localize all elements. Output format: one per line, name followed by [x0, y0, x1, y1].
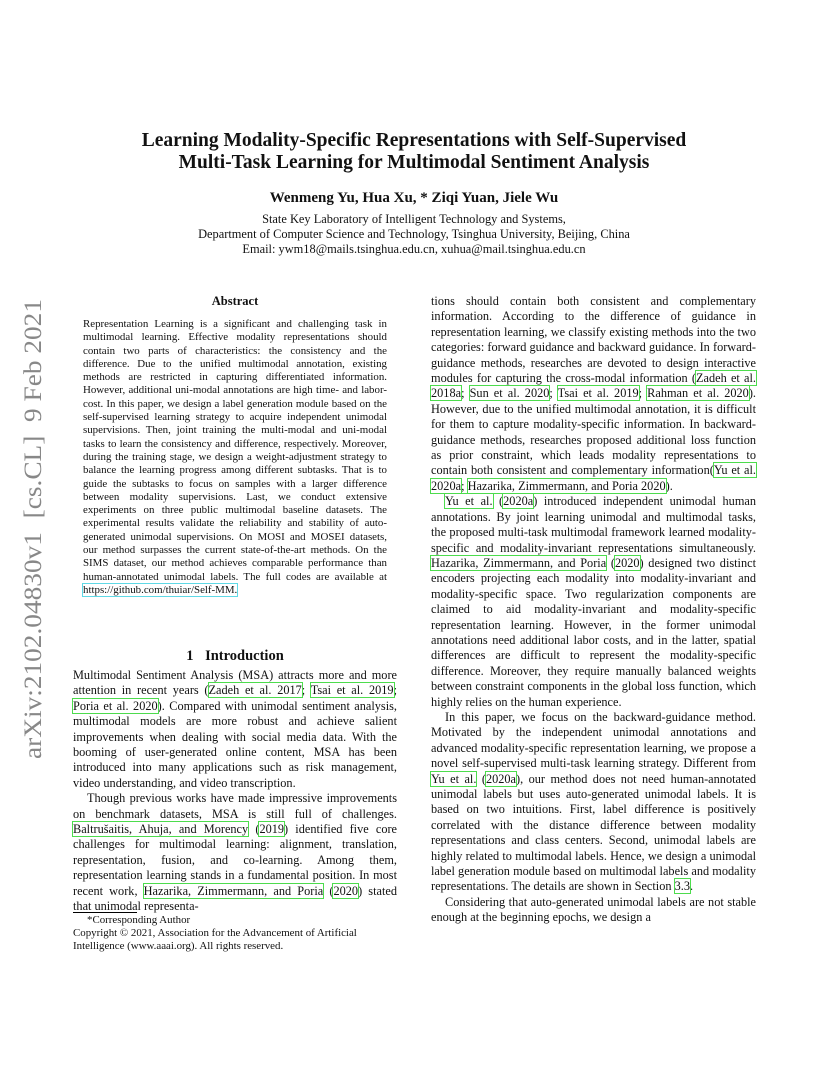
citation-link[interactable]: Rahman et al. 2020 — [647, 386, 749, 401]
citation-link[interactable]: Zadeh et al. 2018a — [431, 371, 756, 401]
text-run: ; — [461, 478, 468, 493]
arxiv-id: arXiv:2102.04830v1 [cs.CL] 9 Feb 2021 — [20, 338, 47, 759]
affiliation-email: Email: ywm18@mails.tsinghua.edu.cn, xuhua@mail.tsinghua.edu.cn — [242, 242, 586, 257]
title-line-1: Learning Modality-Specific Representations with Self-Supervised — [141, 130, 687, 151]
text-run: stated that unimodal representa- — [73, 883, 397, 914]
arxiv-stamp-svg — [14, 298, 46, 760]
text-run: Though previous works have made impressive improvements on benchmark datasets, MSA is still full of challenges. — [73, 791, 397, 821]
text-run: ; — [549, 386, 558, 401]
intro-paragraph-2: Though previous works have made impressive improvements on benchmark datasets, MSA is still full of challenges. Baltrušaitis, Ahuja, and Morency (2019) identified five core challenges for multimodal learning: alignment, translation, representation, fusion, and co-learning. Among them, representation learning stands in a fundamental position. In most recent work, Hazarika, Zimmermann, and Poria (2020) stated that unimodal representa- — [73, 791, 398, 914]
citation-link[interactable]: Yu et al. 2020a — [431, 463, 756, 493]
citation-link[interactable]: 2019 — [259, 822, 285, 837]
text-run: Multimodal Sentiment Analysis (MSA) attracts more and more attention in recent years ( — [73, 668, 397, 698]
citation-link[interactable]: Yu et al. — [431, 771, 477, 786]
text-run: introduced independent unimodal human annotations. By joint learning unimodal and multimodal tasks, the proposed multi-task multimodal framework learned modality-specific and modality-invariant representations simultaneously. — [431, 494, 757, 555]
paper-title — [0, 130, 828, 174]
citation-link[interactable]: 2020a — [503, 494, 534, 509]
footnote-rule — [73, 912, 137, 913]
right-paragraph-1 — [431, 294, 756, 494]
abstract-text: Representation Learning is a significant and challenging task in multimodal learning. Effective modality representations should contain two parts of characteristics: the consistency and the difference. Due to the unified multimodal annotation, existing methods are restricted in capturing differentiated information. However, additional uni-modal annotations are high time- and labor-cost. In this paper, we design a label generation module based on the self-supervised learning strategy to acquire independent unimodal supervisions. Then, joint training the multi-modal and uni-modal tasks to learn the consistency and difference, respectively. Moreover, during the training stage, we design a weight-adjustment strategy to balance the learning progress among different subtasks. That is to guide the subtasks to focus on samples with a larger difference between modality supervisions. Last, we conduct extensive experiments on three public multimodal baseline datasets. The experimental results validate the reliability and stability of auto-generated unimodal supervisions. On MOSI and MOSEI datasets, our method surpasses the current state-of-the-art methods. On the SIMS dataset, our method achieves comparable performance than human-annotated unimodal labels. The full codes are available at — [83, 318, 387, 583]
text-run: identified five core challenges for multimodal learning: alignment, translation, representation, fusion, and co-learning. Among them, representation learning stands in a fundamental position. In most recent work, — [73, 822, 398, 898]
copyright-notice: Copyright © 2021, Association for the Advancement of Artificial Intelligence (www.aaai.org). All rights reserved. — [73, 927, 357, 952]
text-run: In this paper, we focus on the backward-guidance method. Motivated by the independent unimodal annotations and advanced modality-specific representation learning, we propose a novel self-supervised multi-task learning strategy. Different from — [431, 709, 756, 771]
text-run: , our method does not need human-annotated unimodal labels but uses auto-generated unimodal labels. It is based on two intuitions. First, label difference is positively correlated with the distance difference between modality representations and class centers. Second, unimodal labels are highly related to multimodal labels. Hence, we design a unimodal label generation module based on multimodal labels and modality representations. The details are shown in Section — [431, 771, 756, 894]
citation-link[interactable]: Tsai et al. 2019 — [557, 386, 639, 401]
section-reference-link[interactable]: 3.3 — [674, 879, 690, 894]
arxiv-stamp — [14, 298, 46, 760]
footnote-corresponding: *Corresponding Author — [87, 914, 191, 926]
citation-link[interactable]: Baltrušaitis, Ahuja, and Morency — [73, 822, 249, 837]
footnote — [73, 914, 397, 953]
citation-link[interactable]: 2020a — [485, 771, 516, 786]
section-heading: 1 Introduction — [186, 648, 284, 664]
affiliation-lab: State Key Laboratory of Intelligent Technology and Systems, — [262, 212, 566, 226]
code-link[interactable]: https://github.com/thuiar/Self-MM. — [83, 583, 238, 596]
text-run: ). Compared with unimodal sentiment analysis, multimodal models are more robust and achieve salient improvements when dealing with social media data. With the booming of user-generated online content, MSA has been introduced into many applications such as risk management, video understanding, and video transcription. — [73, 698, 397, 790]
text-run: . — [689, 879, 694, 894]
citation-link[interactable]: 2020 — [614, 555, 640, 570]
right-paragraph-4: Considering that auto-generated unimodal labels are not stable enough at the beginning epochs, we design a — [431, 894, 756, 925]
citation-link[interactable]: Hazarika, Zimmermann, and Poria — [143, 883, 324, 898]
author-list: Wenmeng Yu, Hua Xu, * Ziqi Yuan, Jiele Wu — [269, 190, 559, 206]
right-column — [431, 294, 756, 926]
text-run: designed two distinct encoders projecting each modality into modality-invariant and modality-specific space. Two regularization components are claimed to aid modality-invariant and modality-specific representation learning. However, in the former unimodal annotations need additional labor costs, and in the latter, spatial differences are difficult to represent the modality-specific difference. Moreover, they require manually balanced weights between constraint components in the global loss function, which highly relies on the human experience. — [431, 555, 757, 709]
abstract-heading: Abstract — [211, 294, 259, 308]
text-run: ; — [638, 386, 648, 401]
intro-paragraph-1 — [73, 668, 397, 791]
citation-link[interactable]: Zadeh et al. 2017 — [208, 683, 302, 698]
text-run: tions should contain both consistent and complementary information. According to the difference of guidance in representation learning, we classify existing methods into the two categories: forward guidance and backward guidance. In forward-guidance methods, researches are devoted to design interactive modules for capturing the cross-modal information ( — [431, 294, 756, 386]
text-run: ; — [393, 683, 397, 698]
citation-link[interactable]: Yu et al. — [445, 494, 493, 509]
right-paragraph-2: Yu et al. (2020a) introduced independent unimodal human annotations. By joint learning unimodal and multimodal tasks, the proposed multi-task multimodal framework learned modality-specific and modality-invariant representations simultaneously. Hazarika, Zimmermann, and Poria (2020) designed two distinct encoders projecting each modality into modality-invariant and modality-specific space. Two regularization components are claimed to aid modality-invariant and modality-specific representation learning. However, in the former unimodal annotations need additional labor costs, and in the latter, spatial differences are difficult to represent the modality-specific difference. Moreover, they require manually balanced weights between constraint components in the global loss function, which highly relies on the human experience. — [431, 494, 757, 709]
affiliation — [0, 212, 828, 258]
text-run: ). — [665, 478, 673, 493]
title-line-2: Multi-Task Learning for Multimodal Sentiment Analysis — [178, 152, 650, 173]
citation-link[interactable]: 2020 — [333, 883, 359, 898]
abstract-body — [73, 318, 397, 597]
right-paragraph-3: In this paper, we focus on the backward-guidance method. Motivated by the independent unimodal annotations and advanced modality-specific representation learning, we propose a novel self-supervised multi-task learning strategy. Different from Yu et al. (2020a), our method does not need human-annotated unimodal labels but uses auto-generated unimodal labels. It is based on two intuitions. First, label difference is positively correlated with the distance difference between modality representations and class centers. Second, unimodal labels are highly related to multimodal labels. Hence, we design a unimodal label generation module based on multimodal labels and modality representations. The details are shown in Section 3.3. — [431, 709, 756, 894]
intro-column — [73, 668, 397, 915]
text-run: ; — [301, 683, 311, 698]
text-run: ; — [461, 386, 470, 401]
citation-link[interactable]: Poria et al. 2020 — [73, 698, 158, 713]
text-run: ). However, due to the unified multimodal annotation, it is difficult for them to capture modality-specific information. In backward-guidance methods, researches proposed additional loss function as prior constraint, which leads modality representations to contain both consistent and complementary information( — [431, 386, 756, 478]
citation-link[interactable]: Sun et al. 2020 — [469, 386, 550, 401]
affiliation-department: Department of Computer Science and Technology, Tsinghua University, Beijing, China — [198, 227, 630, 242]
citation-link[interactable]: Tsai et al. 2019 — [310, 683, 394, 698]
citation-link[interactable]: Hazarika, Zimmermann, and Poria — [431, 555, 607, 570]
citation-link[interactable]: Hazarika, Zimmermann, and Poria 2020 — [467, 478, 666, 493]
